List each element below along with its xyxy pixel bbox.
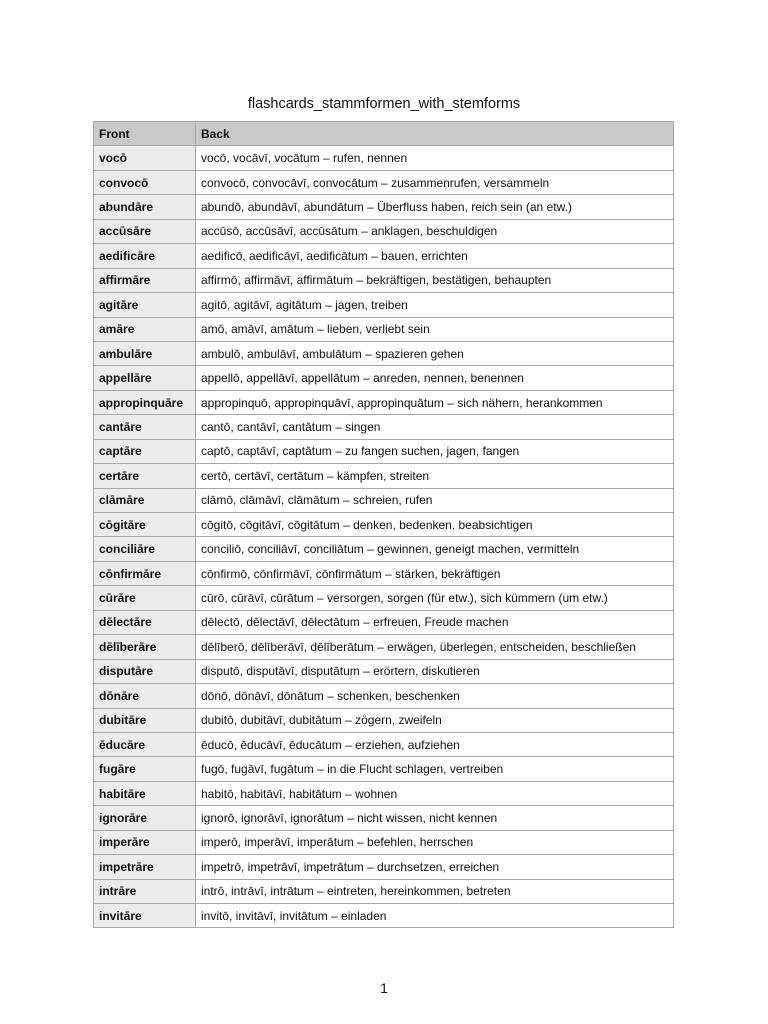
page-number: 1 <box>380 980 388 996</box>
table-row <box>94 684 674 708</box>
table-row <box>94 146 674 170</box>
table-row <box>94 195 674 219</box>
table-row <box>94 757 674 781</box>
table-row <box>94 586 674 610</box>
back-cell: certō, certāvī, certātum – kämpfen, streiten <box>196 464 674 488</box>
back-cell: vocō, vocāvī, vocātum – rufen, nennen <box>196 146 674 170</box>
front-cell: intrāre <box>94 879 196 903</box>
front-cell: abundāre <box>94 195 196 219</box>
table-row <box>94 635 674 659</box>
back-cell: appropinquō, appropinquāvī, appropinquātum – sich nähern, herankommen <box>196 390 674 414</box>
back-cell: habitō, habitāvī, habitātum – wohnen <box>196 781 674 805</box>
back-cell: cōnfirmō, cōnfirmāvī, cōnfirmātum – stärken, bekräftigen <box>196 561 674 585</box>
front-cell: ambulāre <box>94 341 196 365</box>
front-cell: conciliāre <box>94 537 196 561</box>
table-row <box>94 561 674 585</box>
front-cell: amāre <box>94 317 196 341</box>
front-cell: dēlectāre <box>94 610 196 634</box>
table-row <box>94 659 674 683</box>
table-row <box>94 366 674 390</box>
back-cell: appellō, appellāvī, appellātum – anreden, nennen, benennen <box>196 366 674 390</box>
front-cell: cūrāre <box>94 586 196 610</box>
back-cell: disputō, disputāvī, disputātum – erörtern, diskutieren <box>196 659 674 683</box>
back-cell: dubitō, dubitāvī, dubitātum – zögern, zweifeln <box>196 708 674 732</box>
front-cell: appellāre <box>94 366 196 390</box>
table-row <box>94 806 674 830</box>
front-cell: imperāre <box>94 830 196 854</box>
back-cell: intrō, intrāvī, intrātum – eintreten, hereinkommen, betreten <box>196 879 674 903</box>
table-row <box>94 219 674 243</box>
back-cell: cōgitō, cōgitāvī, cōgitātum – denken, bedenken, beabsichtigen <box>196 513 674 537</box>
back-cell: impetrō, impetrāvī, impetrātum – durchsetzen, erreichen <box>196 855 674 879</box>
front-cell: captāre <box>94 439 196 463</box>
table-row <box>94 268 674 292</box>
front-cell: accūsāre <box>94 219 196 243</box>
table-row <box>94 170 674 194</box>
table-row <box>94 904 674 928</box>
table-row <box>94 390 674 414</box>
front-cell: cantāre <box>94 415 196 439</box>
back-cell: dēlectō, dēlectāvī, dēlectātum – erfreuen, Freude machen <box>196 610 674 634</box>
front-cell: dubitāre <box>94 708 196 732</box>
front-cell: ignorāre <box>94 806 196 830</box>
column-header-back: Back <box>196 122 674 146</box>
front-cell: dōnāre <box>94 684 196 708</box>
back-cell: ēducō, ēducāvī, ēducātum – erziehen, aufziehen <box>196 732 674 756</box>
front-cell: appropinquāre <box>94 390 196 414</box>
table-row <box>94 341 674 365</box>
front-cell: dēlīberāre <box>94 635 196 659</box>
back-cell: aedificō, aedificāvī, aedificātum – bauen, errichten <box>196 244 674 268</box>
back-cell: affirmō, affirmāvī, affirmātum – bekräftigen, bestätigen, behaupten <box>196 268 674 292</box>
back-cell: invitō, invitāvī, invitātum – einladen <box>196 904 674 928</box>
table-row <box>94 244 674 268</box>
table-row <box>94 855 674 879</box>
back-cell: dēlīberō, dēlīberāvī, dēlīberātum – erwägen, überlegen, entscheiden, beschließen <box>196 635 674 659</box>
back-cell: abundō, abundāvī, abundātum – Überfluss haben, reich sein (an etw.) <box>196 195 674 219</box>
back-cell: ignorō, ignorāvī, ignorātum – nicht wissen, nicht kennen <box>196 806 674 830</box>
table-header-row <box>94 122 674 146</box>
back-cell: convocō, convocāvī, convocātum – zusammenrufen, versammeln <box>196 170 674 194</box>
table-row <box>94 610 674 634</box>
back-cell: imperō, imperāvī, imperātum – befehlen, herrschen <box>196 830 674 854</box>
back-cell: cantō, cantāvī, cantātum – singen <box>196 415 674 439</box>
back-cell: amō, amāvī, amātum – lieben, verliebt sein <box>196 317 674 341</box>
table-row <box>94 830 674 854</box>
front-cell: convocō <box>94 170 196 194</box>
front-cell: cōgitāre <box>94 513 196 537</box>
front-cell: clāmāre <box>94 488 196 512</box>
front-cell: disputāre <box>94 659 196 683</box>
table-row <box>94 537 674 561</box>
table-row <box>94 293 674 317</box>
table-row <box>94 439 674 463</box>
back-cell: agitō, agitāvī, agitātum – jagen, treiben <box>196 293 674 317</box>
table-row <box>94 488 674 512</box>
front-cell: fugāre <box>94 757 196 781</box>
table-row <box>94 781 674 805</box>
back-cell: ambulō, ambulāvī, ambulātum – spazieren gehen <box>196 341 674 365</box>
back-cell: accūsō, accūsāvī, accūsātum – anklagen, beschuldigen <box>196 219 674 243</box>
back-cell: clāmō, clāmāvī, clāmātum – schreien, rufen <box>196 488 674 512</box>
back-cell: conciliō, conciliāvī, conciliātum – gewinnen, geneigt machen, vermitteln <box>196 537 674 561</box>
front-cell: impetrāre <box>94 855 196 879</box>
front-cell: cōnfirmāre <box>94 561 196 585</box>
front-cell: ēducāre <box>94 732 196 756</box>
table-row <box>94 732 674 756</box>
front-cell: invitāre <box>94 904 196 928</box>
table-row <box>94 464 674 488</box>
column-header-front: Front <box>94 122 196 146</box>
back-cell: cūrō, cūrāvī, cūrātum – versorgen, sorgen (für etw.), sich kümmern (um etw.) <box>196 586 674 610</box>
front-cell: vocō <box>94 146 196 170</box>
back-cell: fugō, fugāvī, fugātum – in die Flucht schlagen, vertreiben <box>196 757 674 781</box>
table-row <box>94 415 674 439</box>
table-row <box>94 513 674 537</box>
table-row <box>94 879 674 903</box>
back-cell: captō, captāvī, captātum – zu fangen suchen, jagen, fangen <box>196 439 674 463</box>
document-title: flashcards_stammformen_with_stemforms <box>247 96 521 112</box>
front-cell: certāre <box>94 464 196 488</box>
front-cell: habitāre <box>94 781 196 805</box>
front-cell: aedificāre <box>94 244 196 268</box>
table-row <box>94 317 674 341</box>
flashcards-table <box>93 121 674 928</box>
table-row <box>94 708 674 732</box>
front-cell: affirmāre <box>94 268 196 292</box>
back-cell: dōnō, dōnāvī, dōnātum – schenken, beschenken <box>196 684 674 708</box>
front-cell: agitāre <box>94 293 196 317</box>
